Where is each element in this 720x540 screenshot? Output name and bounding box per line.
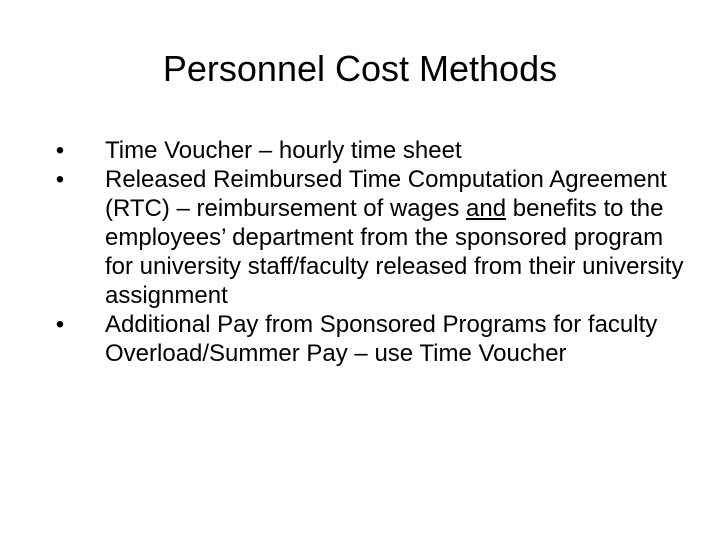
bullet-item-time-voucher: [54, 136, 684, 165]
bullet-text-before: Released Reimbursed Time Computation Agreement (RTC) – reimbursement of wages: [105, 166, 667, 222]
bullet-marker: •: [55, 137, 65, 164]
bullet-marker: •: [55, 166, 65, 193]
slide-title: Personnel Cost Methods: [162, 48, 558, 89]
bullet-marker: •: [55, 311, 65, 338]
bullet-item-rtc: [54, 165, 684, 310]
bullet-text-after: benefits to the employees’ department from the sponsored program for university staff/faculty released from their university assignment: [105, 195, 684, 309]
bullet-item-additional-pay: [54, 310, 684, 368]
bullet-text: Time Voucher – hourly time sheet: [105, 137, 462, 164]
bullet-text: Additional Pay from Sponsored Programs for faculty Overload/Summer Pay – use Time Voucher: [105, 311, 658, 367]
bullet-text: [105, 165, 684, 310]
bullet-list: [54, 136, 684, 368]
bullet-text-underlined: and: [466, 195, 507, 222]
